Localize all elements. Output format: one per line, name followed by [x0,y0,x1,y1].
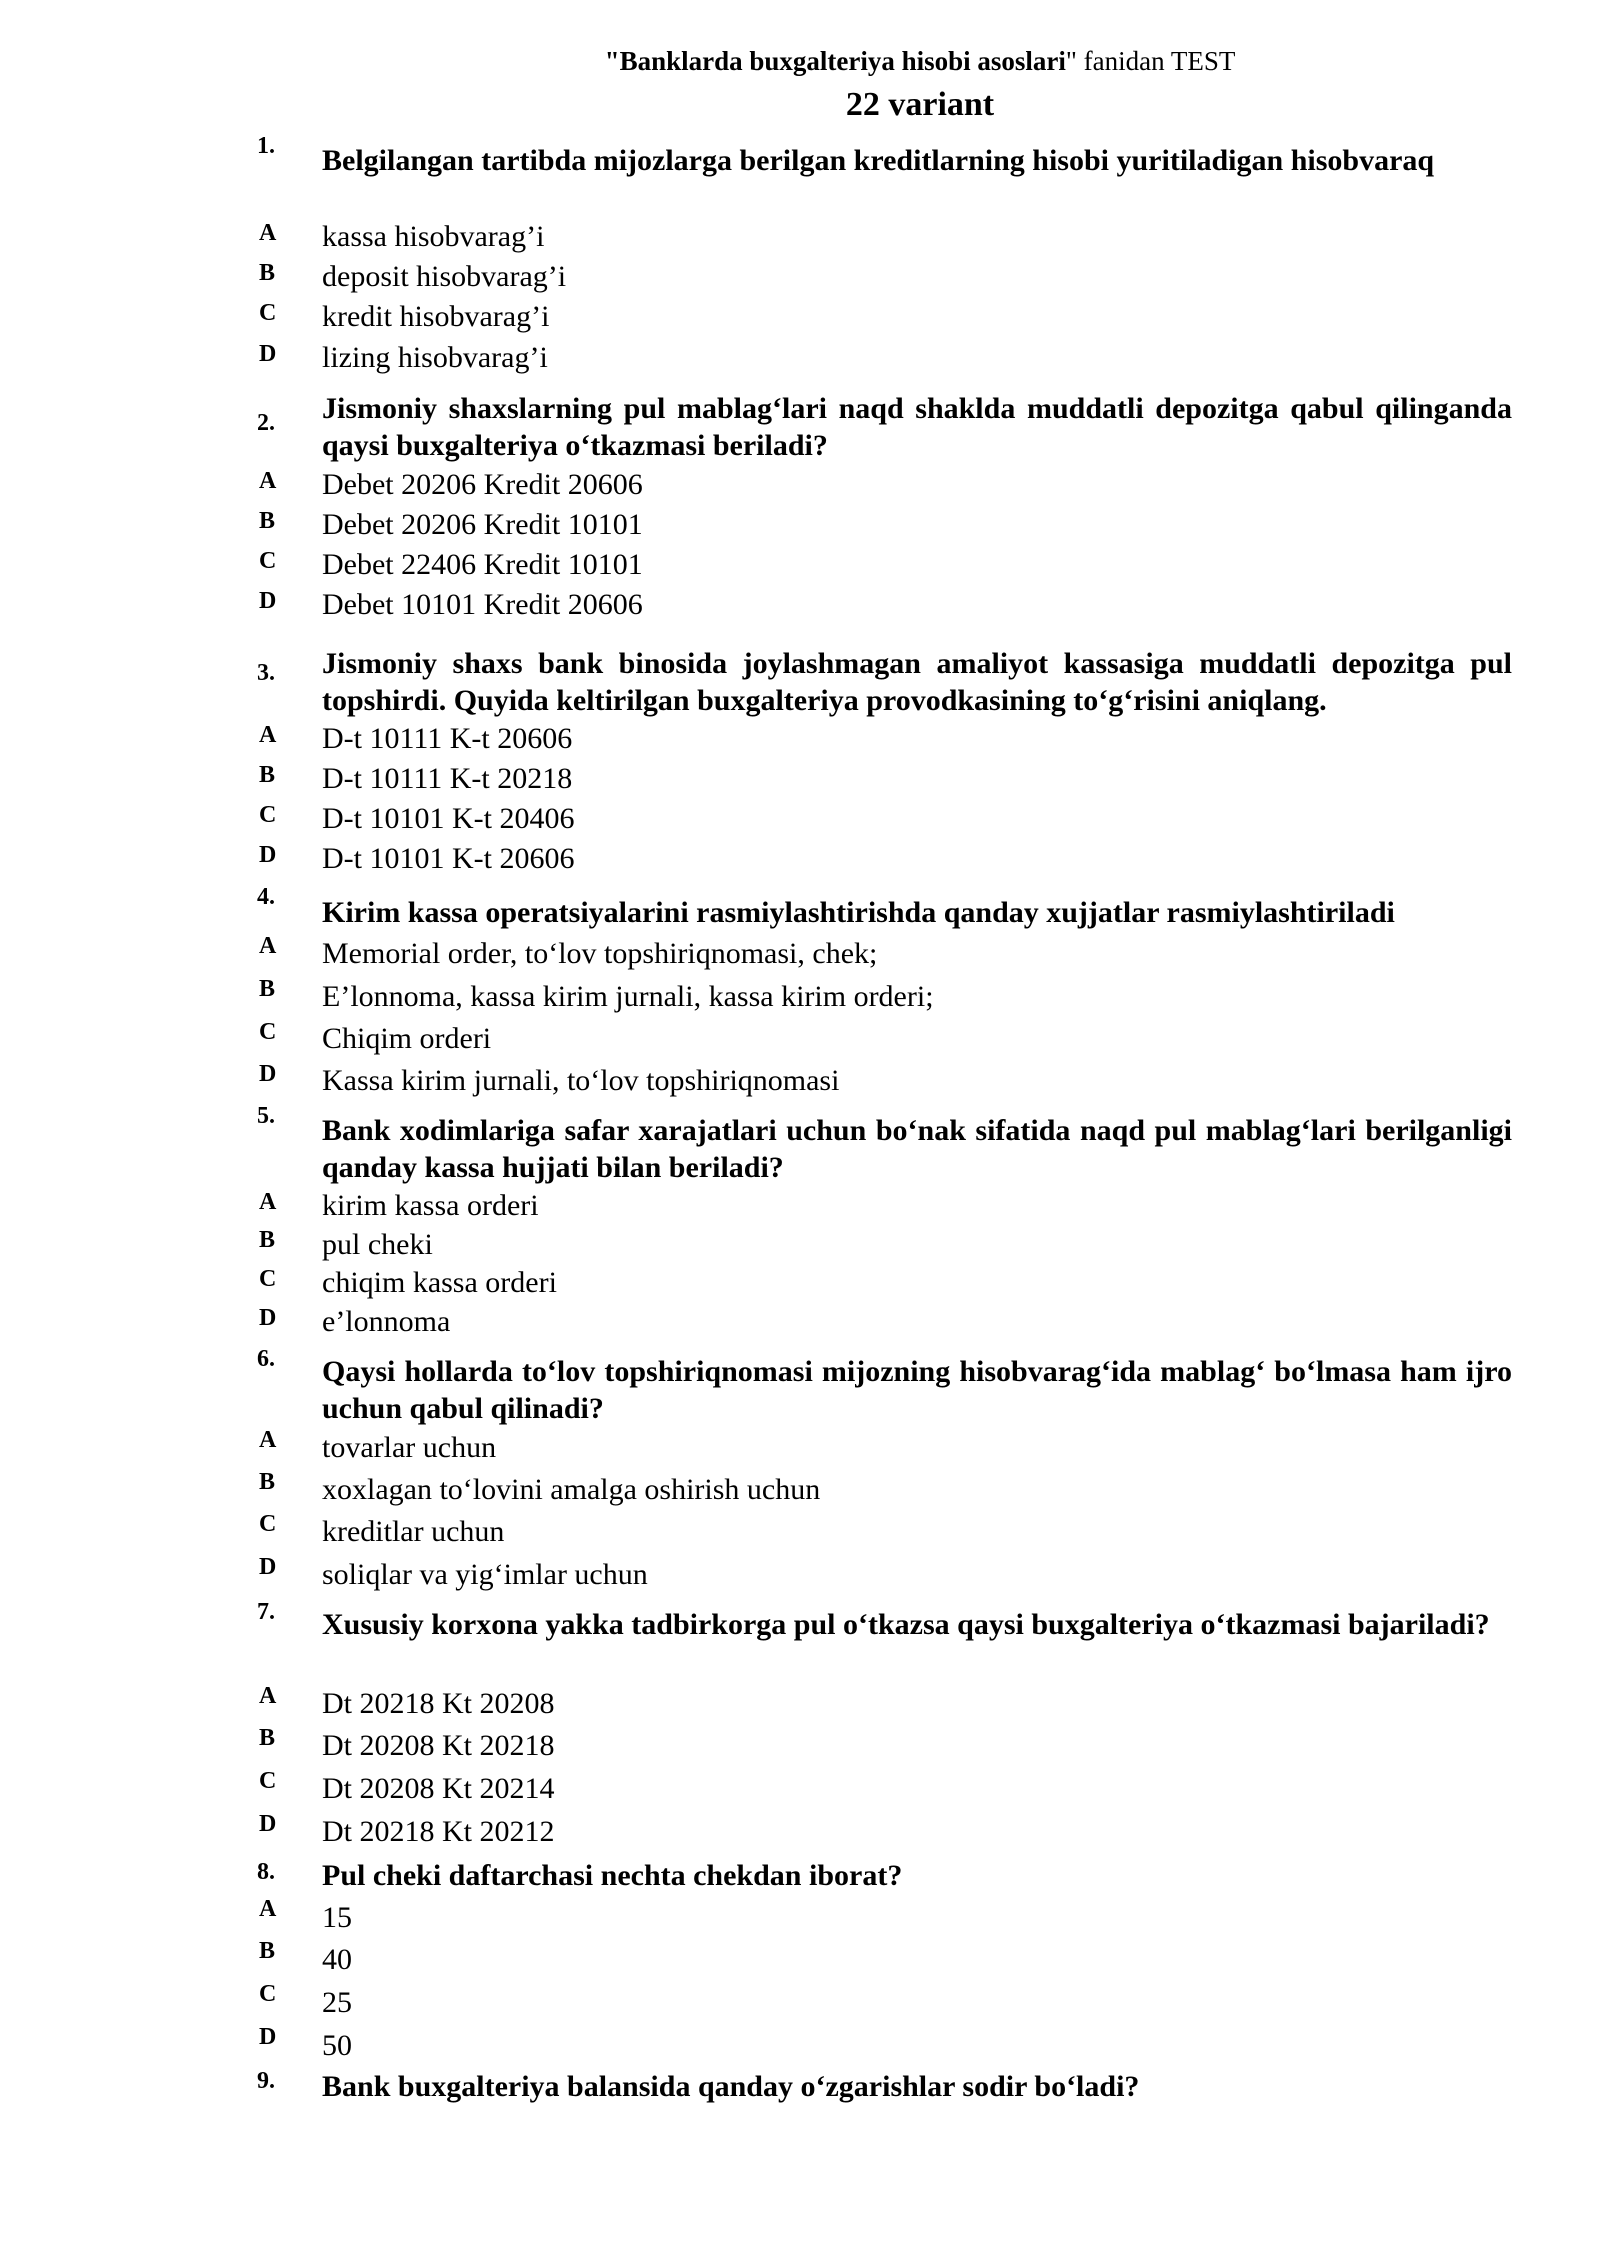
option-text: E’lonnoma, kassa kirim jurnali, kassa kirim orderi; [322,980,934,1013]
option-text: D-t 10111 K-t 20606 [322,722,573,755]
question-text: Kirim kassa operatsiyalarini rasmiylashtirishda qanday xujjatlar rasmiylashtiriladi [322,896,1395,929]
option-letter: B [259,1227,276,1253]
option-text: kreditlar uchun [322,1515,505,1548]
option-letter: D [259,1811,277,1837]
question-number: 6. [257,1346,275,1372]
option-text: deposit hisobvarag’i [322,260,567,293]
option-letter: A [259,933,277,959]
title-suffix: " fanidan TEST [1065,46,1236,76]
option-letter: C [259,1266,277,1292]
question-number: 8. [257,1859,275,1885]
option-text: Memorial order, to‘lov topshiriqnomasi, chek; [322,937,878,970]
option-letter: C [259,1981,277,2007]
document-title [0,44,1600,78]
question-text: Bank buxgalteriya balansida qanday o‘zgarishlar sodir bo‘ladi? [322,2070,1140,2103]
title-subject: "Banklarda buxgalteriya hisobi asoslari [604,46,1066,76]
question-text: Xususiy korxona yakka tadbirkorga pul o‘tkazsa qaysi buxgalteriya o‘tkazmasi bajariladi? [322,1608,1490,1641]
option-letter: B [259,976,276,1002]
option-text: soliqlar va yig‘imlar uchun [322,1558,648,1591]
option-text: chiqim kassa orderi [322,1266,557,1299]
option-letter: C [259,300,277,326]
option-letter: D [259,1061,277,1087]
option-letter: B [259,1469,276,1495]
option-letter: A [259,1427,277,1453]
option-text: kirim kassa orderi [322,1189,539,1222]
option-text: D-t 10101 K-t 20606 [322,842,575,875]
option-letter: B [259,1725,276,1751]
question-number: 1. [257,133,275,159]
question-number: 4. [257,884,275,910]
option-letter: B [259,1938,276,1964]
option-text: Debet 22406 Kredit 10101 [322,548,643,581]
option-letter: D [259,2024,277,2050]
option-text: xoxlagan to‘lovini amalga oshirish uchun [322,1473,821,1506]
option-letter: D [259,1305,277,1331]
question-number: 3. [257,660,275,686]
option-text: lizing hisobvarag’i [322,341,548,374]
option-letter: D [259,588,277,614]
option-text: Kassa kirim jurnali, to‘lov topshiriqnomasi [322,1064,840,1097]
option-letter: A [259,468,277,494]
option-text: D-t 10111 K-t 20218 [322,762,573,795]
question-text: Jismoniy shaxslarning pul mablag‘lari naqd shakldа muddatli depozitga qabul qilinganda qaysi buxgalteriya o‘tkazmasi beriladi? [322,392,1512,462]
option-letter: C [259,1768,277,1794]
question-text: Belgilangan tartibda mijozlarga berilgan kreditlarning hisobi yuritiladigan hisobvaraq [322,144,1435,177]
question-text: Jismoniy shaxs bank binosida joylashmagan amaliyot kassasiga muddatli depozitga pul topshirdi. Quyida keltirilgan buxgalteriya provodkasining to‘g‘risini aniqlang. [322,647,1512,717]
option-letter: D [259,341,277,367]
question-number: 7. [257,1599,275,1625]
option-letter: C [259,1511,277,1537]
option-letter: A [259,220,277,246]
option-text: 40 [322,1943,352,1976]
question-number: 5. [257,1103,275,1129]
option-letter: C [259,548,277,574]
option-text: Dt 20208 Kt 20214 [322,1772,555,1805]
option-text: Chiqim orderi [322,1022,492,1055]
option-text: Dt 20208 Kt 20218 [322,1729,555,1762]
option-text: kredit hisobvarag’i [322,300,550,333]
option-letter: A [259,1189,277,1215]
option-letter: D [259,1554,277,1580]
option-text: Dt 20218 Kt 20208 [322,1687,555,1720]
option-letter: A [259,1896,277,1922]
option-text: 15 [322,1901,352,1934]
option-text: 50 [322,2029,352,2062]
option-text: D-t 10101 K-t 20406 [322,802,575,835]
option-text: 25 [322,1986,352,2019]
option-text: kassa hisobvarag’i [322,220,545,253]
question-text: Pul cheki daftarchasi nechta chekdan iborat? [322,1859,903,1892]
question-number: 9. [257,2068,275,2094]
option-text: Dt 20218 Kt 20212 [322,1815,555,1848]
option-text: pul cheki [322,1228,433,1261]
option-letter: C [259,1019,277,1045]
option-text: Debet 20206 Kredit 20606 [322,468,643,501]
option-letter: D [259,842,277,868]
option-text: Debet 20206 Kredit 10101 [322,508,643,541]
question-number: 2. [257,410,275,436]
option-text: tovarlar uchun [322,1431,497,1464]
option-letter: B [259,508,276,534]
option-letter: B [259,260,276,286]
option-letter: A [259,1683,277,1709]
question-text: Qaysi hollarda to‘lov topshiriqnomasi mijozning hisobvarag‘ida mablag‘ bo‘lmasa ham ijro uchun qabul qilinadi? [322,1355,1512,1425]
question-text: Bank xodimlariga safar xarajatlari uchun bo‘nak sifatida naqd pul mablag‘lari berilganligi qanday kassa hujjati bilan beriladi? [322,1114,1512,1184]
variant-heading: 22 variant [845,86,995,123]
option-letter: B [259,762,276,788]
option-letter: A [259,722,277,748]
option-text: Debet 10101 Kredit 20606 [322,588,643,621]
option-letter: C [259,802,277,828]
option-text: e’lonnoma [322,1305,451,1338]
